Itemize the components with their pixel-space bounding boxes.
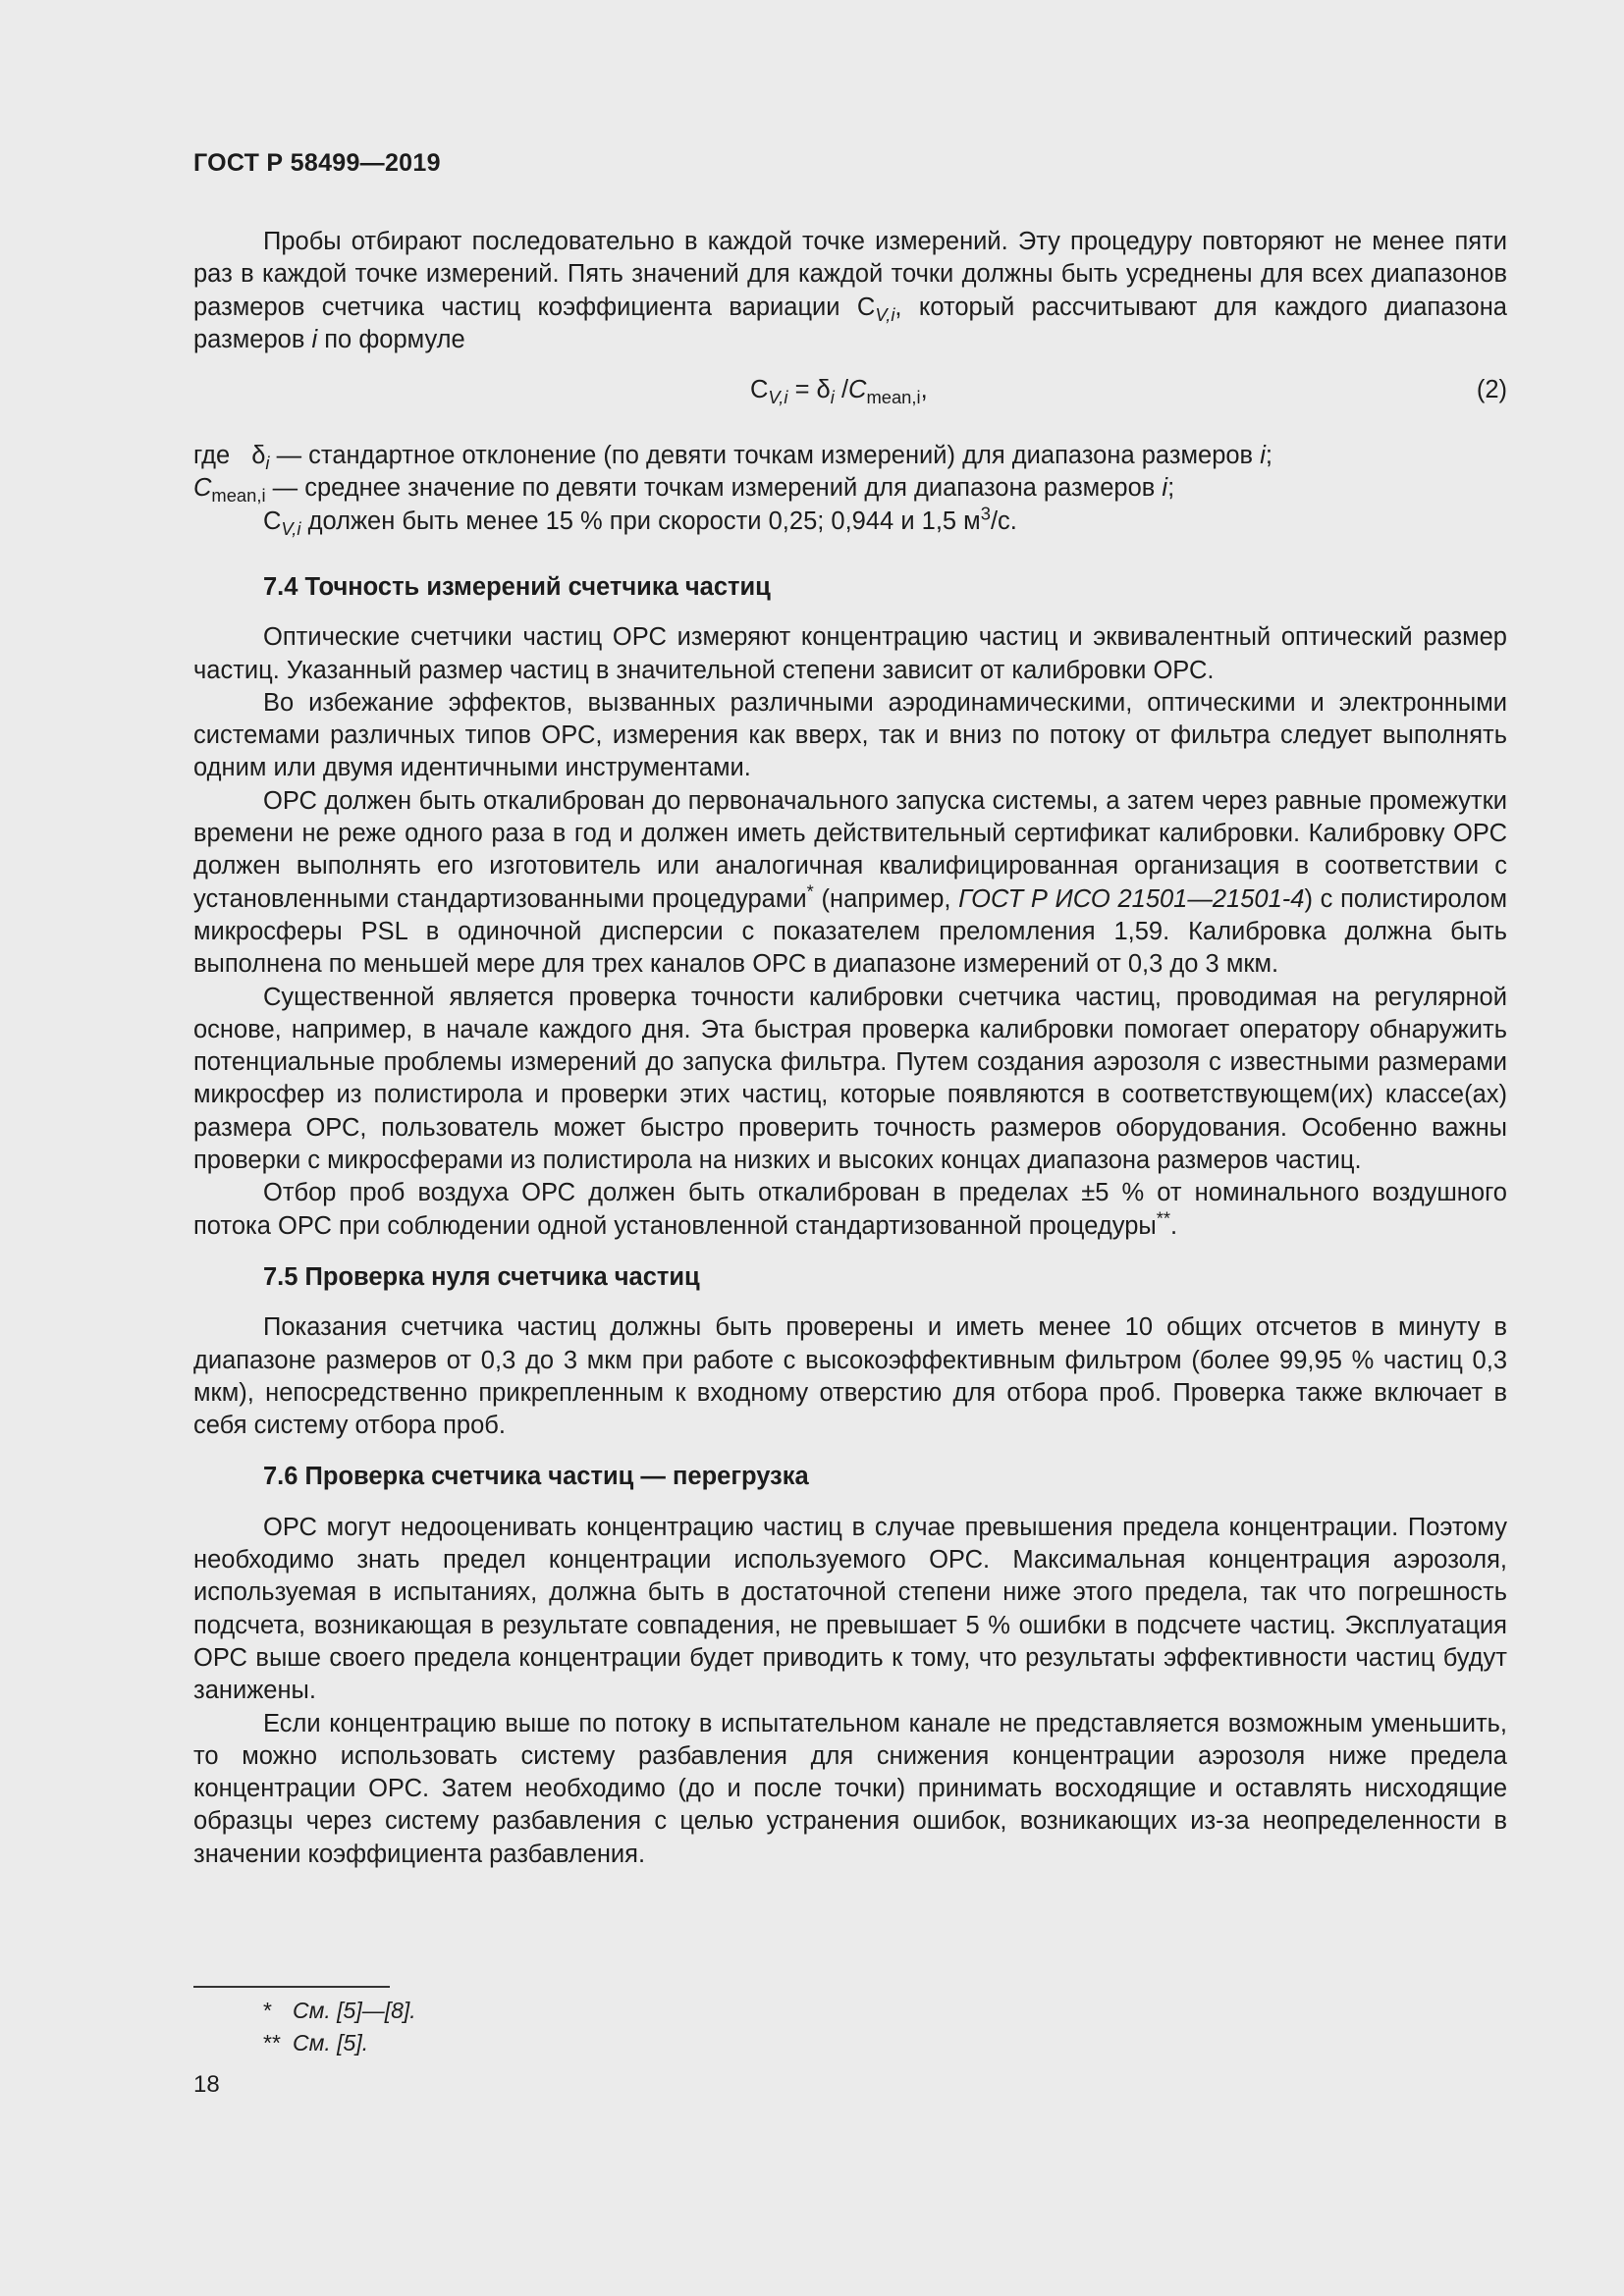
s76-paragraph-2: Если концентрацию выше по потоку в испытательном канале не представляется возможным уменьшить, то можно использовать систему разбавления для снижения концентрации аэрозоля ниже предела концентрации ОРС. Затем необходимо (до и после точки) принимать восходящие и оставлять нисходящие образцы через систему разбавления с целью устранения ошибок, возникающих из-за неопределенности в значении коэффициента разбавления. <box>193 1709 1507 1868</box>
legend-cmean-sub: mean,i <box>211 485 266 507</box>
formula-expression <box>750 376 928 408</box>
formula-cmean: C <box>848 376 867 403</box>
legend-delta-symbol: δ <box>251 442 266 469</box>
legend-cv-sup: 3 <box>980 503 991 524</box>
legend-cmean-i: i <box>1162 474 1168 503</box>
formula-lhs-sub: V,i <box>768 387 788 408</box>
s75-paragraph-1: Показания счетчика частиц должны быть проверены и иметь менее 10 общих отсчетов в минуту в диапазоне размеров от 0,3 до 3 мкм при работе с высокоэффективным фильтром (более 99,95 % частиц 0,3 мкм), непосредственно прикрепленным к входному отверстию для отбора проб. Проверка также включает в себя систему отбора проб. <box>193 1313 1507 1440</box>
formula-slash: / <box>834 376 849 403</box>
section-7-5-heading: 7.5 Проверка нуля счетчика частиц <box>263 1262 700 1291</box>
legend-cv-desc: должен быть менее 15 % при скорости 0,25; 0,944 и 1,5 м <box>300 507 981 535</box>
s74-paragraph-5 <box>193 1177 1507 1243</box>
footnote-ref-1: * <box>806 881 814 902</box>
legend-cv-end: /с. <box>990 507 1017 535</box>
formula-cmean-sub: mean,i <box>866 387 921 408</box>
legend-delta-i: i <box>1260 442 1266 469</box>
s74-p3-text-a: ОРС должен быть откалиброван до первоначального запуска системы, а затем через равные промежутки времени не реже одного раза в год и должен иметь действительный сертификат калибровки. Калибровку ОРС должен выполнять его изготовитель или аналогичная квалифицированная организация в соответствии с установленными стандартизованными процедурами <box>193 786 1507 913</box>
legend-delta <box>193 440 1507 472</box>
legend-gde: где <box>193 442 231 469</box>
intro-subscript: V,i <box>875 303 895 325</box>
footnotes <box>263 1995 416 2059</box>
s74-p5-text-a: Отбор проб воздуха ОРС должен быть откалиброван в пределах ±5 % от номинального воздушного потока ОРС при соблюдении одной установленной стандартизованной процедуры <box>193 1179 1507 1240</box>
footnote-2-text: См. [5]. <box>293 2030 369 2056</box>
footnote-1-text: См. [5]—[8]. <box>293 1998 416 2023</box>
s76-paragraph-1: ОРС могут недооценивать концентрацию частиц в случае превышения предела концентрации. Поэтому необходимо знать предел концентрации используемого ОРС. Максимальная концентрация аэрозоля, используемая в испытаниях, должна быть в достаточной степени ниже этого предела, так что погрешность подсчета, возникающая в результате совпадения, не превышает 5 % ошибки в подсчете частиц. Эксплуатация ОРС выше своего предела концентрации будет приводить к тому, что результаты эффективности частиц будут занижены. <box>193 1513 1507 1705</box>
standard-reference: ГОСТ Р ИСО 21501—21501-4 <box>958 884 1305 913</box>
intro-text-b: , который рассчитывают для каждого диапазона размеров <box>193 293 1507 353</box>
formula-delta-sub: i <box>830 387 835 408</box>
formula-number: (2) <box>1476 376 1507 403</box>
sections-flow <box>193 571 1507 1871</box>
s74-paragraph-2: Во избежание эффектов, вызванных различными аэродинамическими, оптическими и электронными системами различных типов ОРС, измерения как вверх, так и вниз по потоку от фильтра следует выполнять одним или двумя идентичными инструментами. <box>193 688 1507 782</box>
legend-cmean <box>193 472 1507 505</box>
footnote-ref-2: ** <box>1156 1207 1171 1229</box>
intro-italic-i: i <box>311 325 318 353</box>
footnote-separator <box>193 1986 390 1988</box>
footnote-2 <box>263 2027 416 2059</box>
legend-delta-desc: — стандартное отклонение (по девяти точкам измерений) для диапазона размеров <box>269 442 1261 469</box>
formula-eq: = δ <box>787 376 831 403</box>
s74-p3-text-c: ) с полистиролом микросферы PSL в одиночной дисперсии с показателем преломления 1,59. Калибровка должна быть выполнена по меньшей мере для трех каналов ОРС в диапазоне измерений от 0,3 до 3 мкм. <box>193 884 1507 979</box>
document-header: ГОСТ Р 58499—2019 <box>193 149 441 177</box>
s74-paragraph-3 <box>193 785 1507 982</box>
footnote-2-mark: ** <box>263 2030 281 2056</box>
intro-section <box>193 226 1507 356</box>
legend-delta-end: ; <box>1265 442 1272 469</box>
formula-legend <box>193 440 1507 538</box>
section-7-6-heading: 7.6 Проверка счетчика частиц — перегрузка <box>263 1463 809 1491</box>
s74-paragraph-1: Оптические счетчики частиц ОРС измеряют концентрацию частиц и эквивалентный оптический размер частиц. Указанный размер частиц в значительной степени зависит от калибровки ОРС. <box>193 623 1507 684</box>
footnote-1 <box>263 1995 416 2027</box>
legend-cmean-symbol: C <box>193 474 212 503</box>
formula-lhs: C <box>750 376 769 403</box>
legend-cmean-desc: — среднее значение по девяти точкам измерений для диапазона размеров <box>265 474 1163 503</box>
s74-paragraph-4: Существенной является проверка точности калибровки счетчика частиц, проводимая на регулярной основе, например, в начале каждого дня. Эта быстрая проверка калибровки помогает оператору обнаружить потенциальные проблемы измерений до запуска фильтра. Путем создания аэрозоля с известными размерами микросфер из полистирола и проверки этих частиц, которые появляются в соответствующем(их) классе(ах) размера ОРС, пользователь может быстро проверить точность размеров оборудования. Особенно важны проверки с микросферами из полистирола на низких и высоких концах диапазона размеров частиц. <box>193 983 1507 1175</box>
legend-cmean-end: ; <box>1167 474 1175 503</box>
section-7-4-heading: 7.4 Точность измерений счетчика частиц <box>263 573 771 601</box>
s74-p3-text-b: (например, <box>813 884 959 913</box>
legend-delta-sub: i <box>265 453 270 474</box>
legend-cv <box>193 503 1507 539</box>
intro-paragraph <box>193 226 1507 356</box>
intro-text-c: по формуле <box>317 325 465 353</box>
footnote-1-mark: * <box>263 1998 272 2023</box>
page-number: 18 <box>193 2071 220 2098</box>
formula-comma: , <box>920 376 928 403</box>
formula-2 <box>193 376 1507 411</box>
intro-text-a: Пробы отбирают последовательно в каждой точке измерений. Эту процедуру повторяют не менее пяти раз в каждой точке измерений. Пять значений для каждой точки должны быть усреднены для всех диапазонов размеров счетчика частиц коэффициента вариации C <box>193 228 1507 321</box>
s74-p5-text-b: . <box>1170 1211 1178 1240</box>
legend-cv-symbol: C <box>263 507 282 535</box>
legend-cv-sub: V,i <box>281 517 301 539</box>
